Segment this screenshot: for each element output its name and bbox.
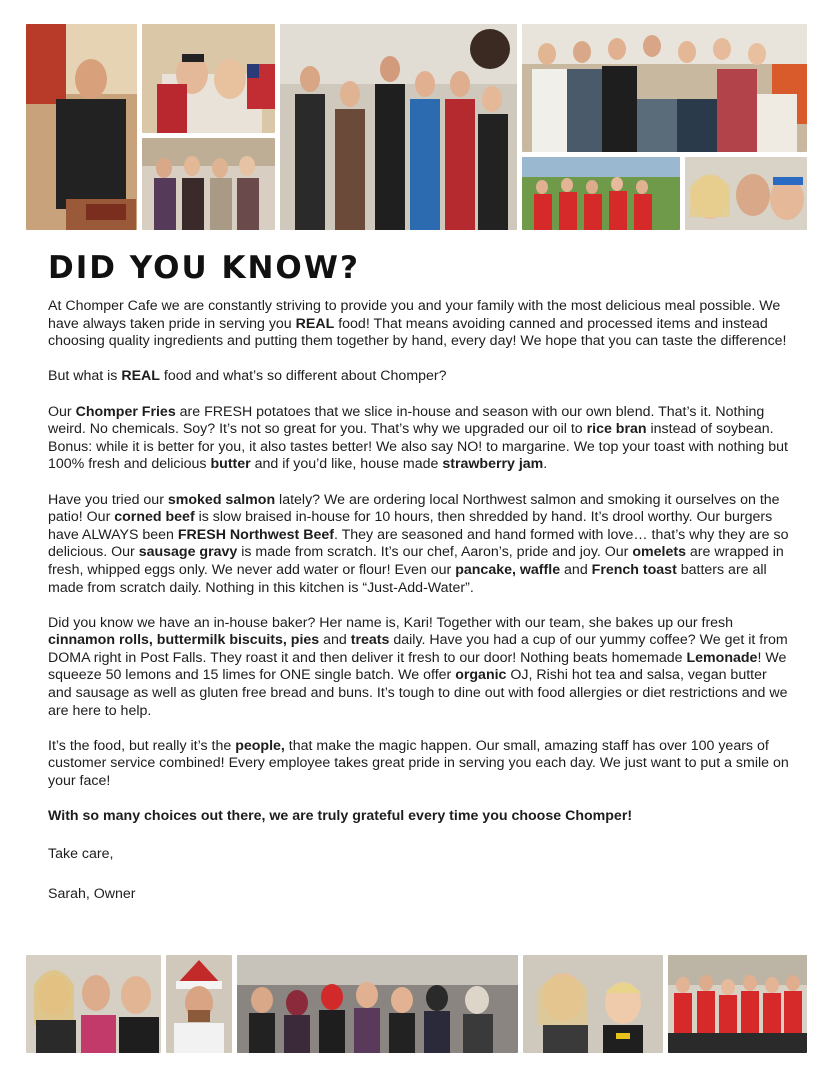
photo-staff-aprons: [280, 24, 517, 230]
signature: Sarah, Owner: [48, 886, 136, 902]
highlight-term: REAL: [295, 315, 335, 332]
signoff: Take care,: [48, 846, 114, 863]
paragraph-salmon-beef: [48, 492, 790, 598]
text-run: .: [543, 456, 548, 473]
text-run: food and what’s so different about Chomper?: [159, 368, 447, 385]
text-run: It’s the food, but really it’s the: [48, 737, 236, 754]
text-run: But what is: [48, 368, 122, 385]
highlight-term: omelets: [632, 544, 686, 561]
photo-family-group: [522, 24, 807, 152]
text-run: ! We squeeze 50 lemons and 15 limes for ONE single batch. We offer: [48, 649, 787, 684]
highlight-term: sausage gravy: [138, 544, 238, 561]
paragraph-fries: [48, 404, 790, 474]
highlight-term: pancake, waffle: [455, 561, 561, 578]
text-run: is slow braised in-house for 10 hours, then shredded by hand. It’s drool worthy. Our burgers have ALWAYS been: [48, 509, 773, 543]
letter-body: [48, 298, 790, 923]
highlight-term: REAL: [121, 368, 160, 385]
photo-kids-team: [522, 157, 680, 230]
highlight-term: cinnamon rolls, buttermilk biscuits, pies: [48, 632, 320, 649]
highlight-term: FRESH Northwest Beef: [177, 526, 334, 543]
highlight-term: strawberry jam: [442, 456, 544, 473]
highlight-term: butter: [210, 456, 251, 473]
photo-selfie-trio: [685, 157, 807, 230]
text-run: and: [560, 561, 592, 578]
page-title: DID YOU KNOW?: [48, 250, 360, 286]
text-run: At Chomper Cafe we are constantly striving to provide you and your family with the most delicious meal possible. We have always taken pride in serving you: [48, 298, 781, 332]
photo-flag-friends: [142, 24, 275, 133]
photo-chef-carving: [26, 24, 137, 230]
text-run: Have you tried our: [48, 491, 168, 508]
text-run: are FRESH potatoes that we slice in-house and season with our own blend. That’s it. Nothing weird. No chemicals. Soy? It’s not so great for you. That’s why we upgraded our oil to: [48, 403, 765, 438]
highlight-term: Chomper Fries: [75, 403, 176, 420]
text-run: OJ, Rishi hot tea and salsa, vegan butter and sausage as well as gluten free bread and buns. It’s tough to dine out with food allergies or diet restrictions and we are here to help.: [48, 667, 788, 719]
highlight-term: smoked salmon: [167, 491, 276, 508]
text-run: instead of soybean. Bonus: while it is better for you, it also tastes better! We also say NO! to margarine. We top your toast with nothing but 100% fresh and delicious: [48, 421, 788, 473]
text-run: that make the magic happen. Our small, amazing staff has over 100 years of customer service combined! Every employee takes great pride in serving you each day. We just want to put a smile on your face!: [48, 737, 789, 790]
text-run: daily. Have you had a cup of our yummy coffee? We get it from DOMA right in Post Falls. They roast it and then deliver it fresh to our door! Nothing beats homemade: [48, 632, 788, 666]
highlight-term: people,: [235, 737, 285, 754]
highlight-term: French toast: [591, 561, 677, 578]
photo-bottom-santa-hat: [166, 955, 232, 1053]
paragraph-intro: [48, 298, 790, 351]
highlight-term: corned beef: [114, 509, 195, 526]
paragraph-question: [48, 368, 790, 386]
text-run: . They are seasoned and hand formed with love… that’s why they are so delicious. Our: [48, 526, 789, 561]
text-run: food! That means avoiding canned and processed items and instead choosing quality ingredients and putting them together by hand, every day! We hope that you can taste the difference!: [48, 315, 787, 350]
highlight-term: rice bran: [586, 421, 647, 438]
text-run: Our: [48, 403, 76, 420]
paragraph-baker: [48, 615, 790, 721]
text-run: are wrapped in fresh, whipped eggs only. We never add water or flour! Even our: [48, 544, 784, 578]
highlight-term: Lemonade: [686, 649, 758, 666]
photo-bottom-ladies: [26, 955, 161, 1053]
text-run: is made from scratch. It’s our chef, Aaron’s, pride and joy. Our: [237, 544, 633, 561]
text-run: Did you know we have an in-house baker? Her name is, Kari! Together with our team, she bakes up our fresh: [48, 614, 734, 631]
text-run: batters are all made from scratch daily. Nothing in this kitchen is “Just-Add-Water”.: [48, 561, 767, 596]
text-run: lately? We are ordering local Northwest salmon and smoking it ourselves on the patio! Our: [48, 491, 780, 526]
highlight-term: organic: [455, 667, 507, 684]
highlight-term: treats: [350, 632, 390, 649]
paragraph-people: [48, 738, 790, 791]
photo-bottom-costume-party: [237, 955, 518, 1053]
photo-bottom-mom-child: [523, 955, 663, 1053]
photo-bottom-volleyball-team: [668, 955, 807, 1053]
text-run: and if you’d like, house made: [250, 456, 443, 473]
closing-line: With so many choices out there, we are truly grateful every time you choose Chomper!: [48, 808, 633, 825]
text-run: and: [319, 632, 351, 649]
photo-ladies-group: [142, 138, 275, 230]
